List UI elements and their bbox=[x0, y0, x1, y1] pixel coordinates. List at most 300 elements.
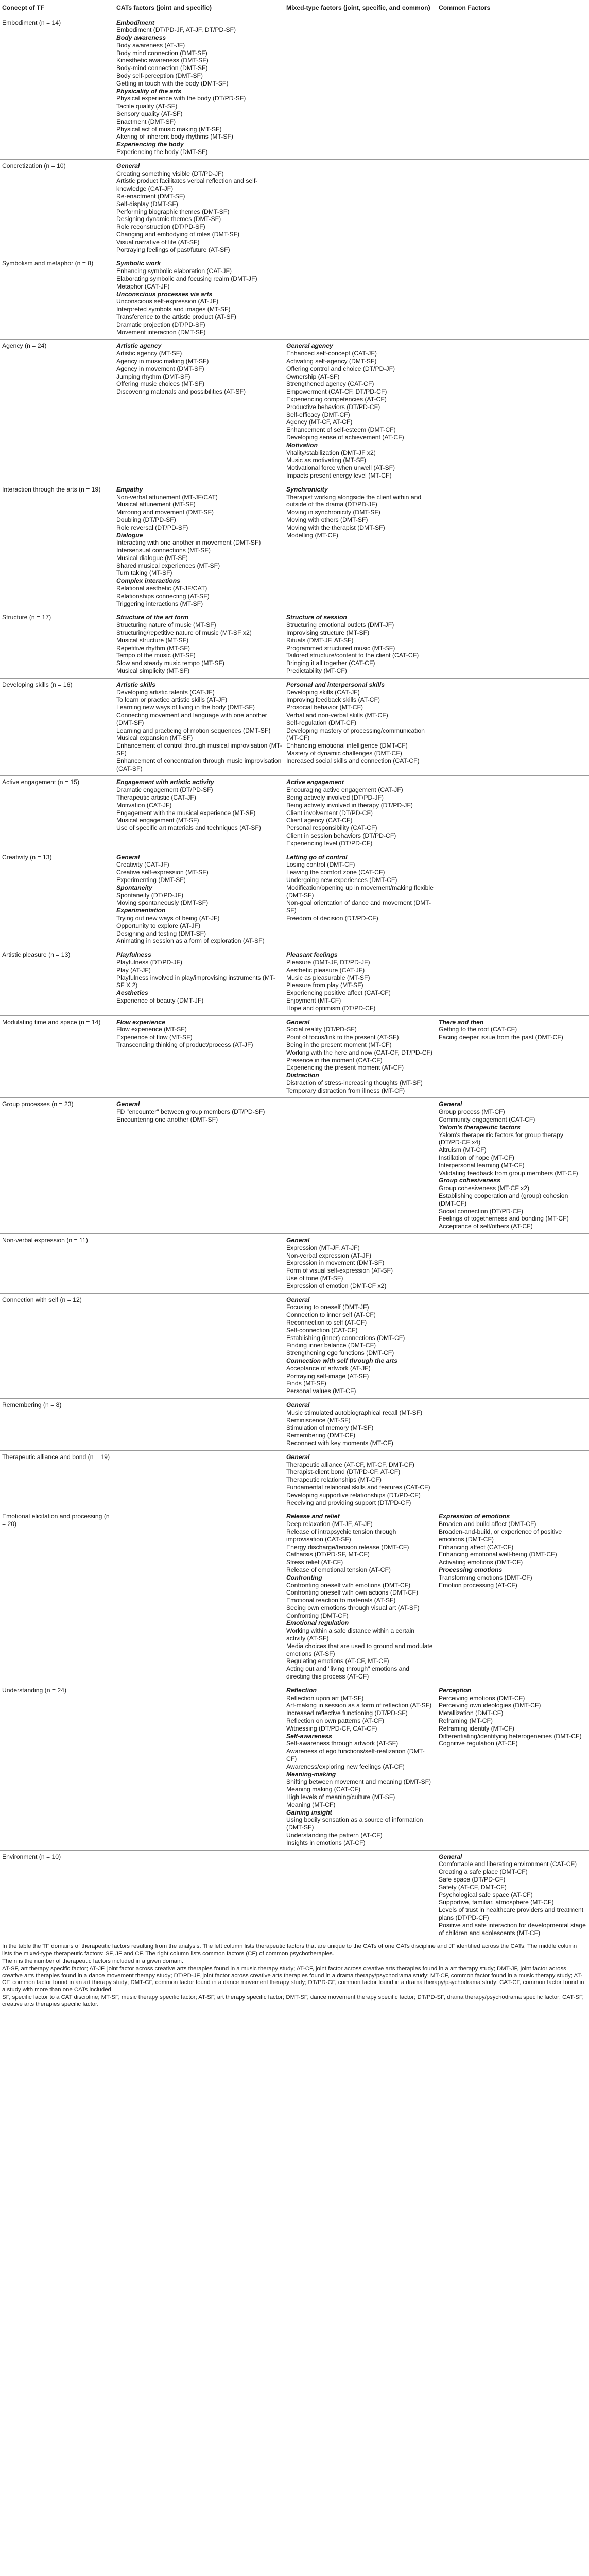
factor-item: Non-verbal expression (AT-JF) bbox=[286, 1251, 372, 1259]
factor-item: Client involvement (DT/PD-CF) bbox=[286, 809, 373, 817]
factor-item: Mastery of dynamic challenges (DMT-CF) bbox=[286, 750, 402, 757]
mixed-cell bbox=[284, 1450, 437, 1510]
factor-item: Reminiscence (MT-SF) bbox=[286, 1416, 351, 1424]
factor-item: Body awareness (AT-JF) bbox=[116, 41, 185, 49]
factor-item: Turn taking (MT-SF) bbox=[116, 569, 172, 577]
factor-item: Therapist working alongside the client within and outside of the drama (DT/PD-JF) bbox=[286, 493, 422, 509]
factor-group-heading: General bbox=[286, 1018, 310, 1026]
factor-item: Therapeutic artistic (CAT-JF) bbox=[116, 794, 196, 801]
table-row bbox=[0, 1098, 589, 1234]
factor-item: Experience of beauty (DMT-JF) bbox=[116, 996, 204, 1004]
cats-cell bbox=[114, 1293, 284, 1398]
factor-group-heading: Experiencing the body bbox=[116, 141, 184, 148]
factor-item: Body-mind connection (DMT-SF) bbox=[116, 64, 208, 72]
factor-item: Fundamental relational skills and features (CAT-CF) bbox=[286, 1483, 430, 1491]
factor-item: Self-regulation (DMT-CF) bbox=[286, 719, 357, 726]
factor-group bbox=[116, 1019, 282, 1049]
concept-cell: Artistic pleasure (n = 13) bbox=[0, 948, 114, 1015]
factor-group bbox=[116, 34, 282, 88]
factor-item: Slow and steady music tempo (MT-SF) bbox=[116, 659, 224, 667]
concept-cell: Developing skills (n = 16) bbox=[0, 678, 114, 776]
factor-item: Empowerment (CAT-CF, DT/PD-CF) bbox=[286, 388, 387, 396]
factor-group-heading: Release and relief bbox=[286, 1513, 340, 1520]
factor-group-heading: Group cohesiveness bbox=[439, 1177, 500, 1184]
factor-item: Finds (MT-SF) bbox=[286, 1380, 326, 1387]
factor-group bbox=[116, 532, 282, 578]
factor-item: Increased social skills and connection (CAT-CF) bbox=[286, 757, 420, 765]
factor-group bbox=[286, 1733, 435, 1771]
factor-item: Pleasure (DMT-JF, DT/PD-JF) bbox=[286, 958, 370, 966]
factor-item: Playfulness involved in play/improvising instruments (MT-SF X 2) bbox=[116, 974, 275, 989]
mixed-cell bbox=[284, 257, 437, 340]
factor-group bbox=[439, 1566, 587, 1589]
factor-item: Stress relief (AT-CF) bbox=[286, 1558, 343, 1566]
factor-item: Reflection upon art (MT-SF) bbox=[286, 1694, 364, 1702]
factor-item: Encountering one another (DMT-SF) bbox=[116, 1116, 218, 1124]
factor-group-heading: Letting go of control bbox=[286, 853, 348, 861]
concept-cell: Emotional elicitation and processing (n = 20) bbox=[0, 1510, 114, 1684]
factor-item: Reconnection to self (AT-CF) bbox=[286, 1319, 367, 1326]
factor-item: Enhancement of concentration through music improvisation (CAT-SF) bbox=[116, 757, 282, 772]
factor-item: Connection to inner self (AT-CF) bbox=[286, 1311, 376, 1319]
factor-item: Perceiving own ideologies (DMT-CF) bbox=[439, 1702, 541, 1709]
factor-item: Getting to the root (CAT-CF) bbox=[439, 1026, 517, 1033]
factor-item: Release of intrapsychic tension through improvisation (CAT-SF) bbox=[286, 1528, 396, 1543]
factor-group-heading: General bbox=[116, 162, 140, 170]
table-row bbox=[0, 611, 589, 678]
cats-cell bbox=[114, 1098, 284, 1234]
mixed-cell bbox=[284, 340, 437, 483]
concept-cell: Symbolism and metaphor (n = 8) bbox=[0, 257, 114, 340]
common-cell bbox=[437, 1684, 589, 1850]
concept-cell: Active engagement (n = 15) bbox=[0, 776, 114, 851]
factor-item: Emotional reaction to materials (AT-SF) bbox=[286, 1597, 396, 1604]
factor-item: Musical attunement (MT-SF) bbox=[116, 501, 196, 509]
factor-item: Doubling (DT/PD-SF) bbox=[116, 516, 176, 523]
factor-item: Safe space (DT/PD-CF) bbox=[439, 1875, 506, 1883]
factor-item: Altering of inherent body rhythms (MT-SF) bbox=[116, 133, 233, 141]
factor-item: Awareness/exploring new feelings (AT-CF) bbox=[286, 1762, 405, 1770]
factor-item: Role reversal (DT/PD-SF) bbox=[116, 523, 188, 531]
factor-item: Shared musical experiences (MT-SF) bbox=[116, 562, 220, 569]
cats-cell bbox=[114, 1015, 284, 1098]
factor-item: Working with the here and now (CAT-CF, DT/PD-CF) bbox=[286, 1048, 432, 1056]
mixed-cell bbox=[284, 483, 437, 611]
factor-group-heading: Reflection bbox=[286, 1686, 317, 1694]
factor-item: Predictability (MT-CF) bbox=[286, 667, 347, 675]
cats-cell bbox=[114, 159, 284, 257]
factor-item: Reconnect with key moments (MT-CF) bbox=[286, 1439, 393, 1447]
column-header: CATs factors (joint and specific) bbox=[114, 0, 284, 16]
factor-group bbox=[439, 1513, 587, 1566]
factor-item: Tailored structure/content to the client (CAT-CF) bbox=[286, 652, 419, 659]
factor-item: Witnessing (DT/PD-CF, CAT-CF) bbox=[286, 1724, 377, 1732]
factor-group bbox=[439, 1124, 587, 1177]
mixed-cell bbox=[284, 851, 437, 948]
factor-item: Offering control and choice (DT/PD-JF) bbox=[286, 365, 395, 372]
common-cell bbox=[437, 678, 589, 776]
mixed-cell bbox=[284, 1293, 437, 1398]
factor-group bbox=[286, 1574, 435, 1620]
mixed-cell bbox=[284, 159, 437, 257]
factor-group-heading: Flow experience bbox=[116, 1018, 165, 1026]
factor-item: Distraction of stress-increasing thoughts (MT-SF) bbox=[286, 1079, 423, 1087]
factor-item: Media choices that are used to ground and modulate emotions (AT-SF) bbox=[286, 1642, 433, 1657]
factor-item: Insights in emotions (AT-CF) bbox=[286, 1839, 366, 1846]
factor-item: Expression (MT-JF, AT-JF) bbox=[286, 1244, 360, 1251]
cats-cell bbox=[114, 948, 284, 1015]
factor-item: Agency in music making (MT-SF) bbox=[116, 357, 209, 365]
factor-item: Art-making in session as a form of reflection (AT-SF) bbox=[286, 1702, 432, 1709]
factor-group-heading: Artistic agency bbox=[116, 342, 162, 350]
table-row bbox=[0, 1450, 589, 1510]
mixed-cell bbox=[284, 948, 437, 1015]
factor-item: Offering music choices (MT-SF) bbox=[116, 380, 205, 388]
factor-group-heading: Meaning-making bbox=[286, 1770, 336, 1778]
factor-item: Bringing it all together (CAT-CF) bbox=[286, 659, 375, 667]
factor-item: Enhancing emotional well-being (DMT-CF) bbox=[439, 1551, 557, 1558]
factor-group-heading: Gaining insight bbox=[286, 1808, 332, 1816]
factor-item: Structuring emotional outlets (DMT-JF) bbox=[286, 621, 394, 629]
factor-item: Using bodily sensation as a source of information (DMT-SF) bbox=[286, 1816, 423, 1832]
factor-group bbox=[286, 1236, 435, 1290]
factor-item: Music as pleasurable (MT-SF) bbox=[286, 974, 370, 981]
factor-item: Release of emotional tension (AT-CF) bbox=[286, 1566, 391, 1573]
factor-item: Modification/opening up in movement/making flexible (DMT-SF) bbox=[286, 884, 434, 899]
factor-item: Body mind connection (DMT-SF) bbox=[116, 49, 207, 57]
factor-item: Meaning (MT-CF) bbox=[286, 1801, 336, 1808]
factor-item: Yalom's therapeutic factors for group therapy (DT/PD-CF x4) bbox=[439, 1131, 563, 1146]
factor-item: Finding inner balance (DMT-CF) bbox=[286, 1342, 376, 1349]
factor-item: Transforming emotions (DMT-CF) bbox=[439, 1573, 532, 1581]
factor-group bbox=[286, 442, 435, 480]
column-header: Concept of TF bbox=[0, 0, 114, 16]
factor-item: Expression of emotion (DMT-CF x2) bbox=[286, 1282, 387, 1290]
table-row bbox=[0, 948, 589, 1015]
footnote-paragraph: The n is the number of therapeutic factors included in a given domain. bbox=[2, 1958, 184, 1964]
common-cell bbox=[437, 1098, 589, 1234]
factor-item: Creativity (CAT-JF) bbox=[116, 861, 169, 869]
factor-item: Form of visual self-expression (AT-SF) bbox=[286, 1267, 393, 1275]
factor-group bbox=[286, 1296, 435, 1357]
common-cell bbox=[437, 1015, 589, 1098]
factor-item: Awareness of ego functions/self-realization (DMT-CF) bbox=[286, 1748, 425, 1763]
factor-item: Acceptance of artwork (AT-JF) bbox=[286, 1364, 371, 1372]
factor-item: Reframing (MT-CF) bbox=[439, 1717, 493, 1725]
factor-item: Self-connection (CAT-CF) bbox=[286, 1326, 358, 1334]
factor-item: Physical act of music making (MT-SF) bbox=[116, 125, 222, 133]
factor-item: Therapeutic relationships (MT-CF) bbox=[286, 1476, 382, 1484]
factor-item: Personal values (MT-CF) bbox=[286, 1387, 356, 1395]
factor-item: FD "encounter" between group members (DT/PD-SF) bbox=[116, 1108, 265, 1116]
concept-cell: Creativity (n = 13) bbox=[0, 851, 114, 948]
common-cell bbox=[437, 257, 589, 340]
footnote-paragraph: AT-SF, art therapy specific factor; AT-JF, joint factor across creative arts therapies found in a music therapy study; AT-CF, joint factor across creative arts therapies found in a art therapy study; DMT-JF, joint factor across creative arts therapies found in a dance movement therapy study; DT/PD-JF, joint factor across creative arts therapies found in a drama therapy/psychodrama study; MT-CF, common factor found in a music therapy study; AT-CF, common factor found in an art therapy study; DMT-CF, common factor found in a dance movement therapy study; DT/PD-CF, common factor found in a drama therapy/psychodrama study; CAT-CF, common factor found in a study with more than one CATs included. bbox=[2, 1965, 584, 1993]
concept-cell: Concretization (n = 10) bbox=[0, 159, 114, 257]
factor-item: Productive behaviors (DT/PD-CF) bbox=[286, 403, 380, 411]
concept-cell: Remembering (n = 8) bbox=[0, 1398, 114, 1450]
factor-item: Flow experience (MT-SF) bbox=[116, 1026, 187, 1033]
factor-group bbox=[286, 681, 435, 765]
factor-item: Experiencing the present moment (AT-CF) bbox=[286, 1064, 404, 1072]
factor-group bbox=[286, 614, 435, 674]
factor-item: Seeing own emotions through visual art (AT-SF) bbox=[286, 1604, 420, 1612]
factor-item: Positive and safe interaction for developmental stage of children and adolescents (MT-CF) bbox=[439, 1921, 586, 1937]
factor-group-heading: Synchronicity bbox=[286, 485, 328, 493]
factor-item: Musical structure (MT-SF) bbox=[116, 636, 189, 644]
factor-item: Experimenting (DMT-SF) bbox=[116, 876, 186, 884]
factor-group bbox=[116, 486, 282, 532]
table-row bbox=[0, 483, 589, 611]
factor-item: Being actively involved in therapy (DT/PD-JF) bbox=[286, 801, 413, 809]
factor-item: Aesthetic pleasure (CAT-JF) bbox=[286, 966, 365, 974]
factor-item: Trying out new ways of being (AT-JF) bbox=[116, 914, 220, 922]
factor-group bbox=[116, 141, 282, 156]
factor-item: Personal responsibility (CAT-CF) bbox=[286, 824, 377, 832]
common-cell bbox=[437, 948, 589, 1015]
factor-item: Self-awareness through artwork (AT-SF) bbox=[286, 1740, 399, 1748]
factor-item: Musical engagement (MT-SF) bbox=[116, 817, 199, 824]
factor-item: Sensory quality (AT-SF) bbox=[116, 110, 183, 118]
mixed-cell bbox=[284, 1015, 437, 1098]
factor-group bbox=[116, 681, 282, 773]
factor-item: Non-verbal attunement (MT-JF/CAT) bbox=[116, 493, 218, 501]
factor-item: Designing and testing (DMT-SF) bbox=[116, 929, 206, 937]
common-cell bbox=[437, 851, 589, 948]
factor-item: Moving with the therapist (DMT-SF) bbox=[286, 523, 385, 531]
factor-group bbox=[116, 989, 282, 1005]
factor-item: Play (AT-JF) bbox=[116, 966, 151, 974]
factor-item: Social connection (DT/PD-CF) bbox=[439, 1207, 523, 1215]
factor-item: Feelings of togetherness and bonding (MT-CF) bbox=[439, 1215, 569, 1223]
factor-group bbox=[286, 342, 435, 441]
table-row bbox=[0, 257, 589, 340]
factor-group bbox=[116, 19, 282, 35]
factor-group bbox=[286, 1401, 435, 1447]
factor-item: Being actively involved (DT/PD-JF) bbox=[286, 794, 384, 801]
factor-item: Losing control (DMT-CF) bbox=[286, 861, 355, 869]
factor-group-heading: Self-awareness bbox=[286, 1732, 332, 1740]
factor-group bbox=[286, 951, 435, 1012]
factor-item: Enhancement of control through musical improvisation (MT-SF) bbox=[116, 742, 282, 757]
factor-item: Role reconstruction (DT/PD-SF) bbox=[116, 223, 205, 231]
factor-item: Interpersonal learning (MT-CF) bbox=[439, 1161, 525, 1169]
footnote-paragraph: SF, specific factor to a CAT discipline; MT-SF, music therapy specific factor; AT-SF, art therapy specific factor; DMT-SF, dance movement therapy specific factor; DT/PD-SF, drama therapy/psychodrama specific factor; CAT-SF, creative arts therapies specific factor. bbox=[2, 1994, 584, 2008]
factor-item: Musical simplicity (MT-SF) bbox=[116, 667, 190, 675]
factor-group bbox=[116, 577, 282, 607]
factor-item: Musical expansion (MT-SF) bbox=[116, 734, 193, 742]
factor-item: Differentiating/identifying heterogeneities (DMT-CF) bbox=[439, 1732, 582, 1740]
factor-item: Unconscious self-expression (AT-JF) bbox=[116, 298, 219, 306]
factor-item: Developing supportive relationships (DT/PD-CF) bbox=[286, 1491, 421, 1499]
factor-group-heading: Artistic skills bbox=[116, 681, 155, 688]
factor-item: Acceptance of self/others (AT-CF) bbox=[439, 1223, 533, 1230]
mixed-cell bbox=[284, 1398, 437, 1450]
factor-group-heading: General bbox=[286, 1453, 310, 1461]
factor-item: Community engagement (CAT-CF) bbox=[439, 1116, 535, 1124]
factor-item: Portraying self-image (AT-SF) bbox=[286, 1372, 369, 1380]
factor-group-heading: Processing emotions bbox=[439, 1566, 503, 1573]
column-header: Common Factors bbox=[437, 0, 589, 16]
concept-cell: Structure (n = 17) bbox=[0, 611, 114, 678]
factor-group bbox=[116, 951, 282, 989]
factor-item: Freedom of decision (DT/PD-CF) bbox=[286, 914, 378, 922]
factor-item: Engagement with the musical experience (MT-SF) bbox=[116, 809, 256, 817]
factor-item: Increased reflective functioning (DT/PD-SF) bbox=[286, 1709, 408, 1717]
factor-item: Portraying feelings of past/future (AT-SF) bbox=[116, 246, 230, 253]
factor-group bbox=[116, 614, 282, 674]
factor-item: Enactment (DMT-SF) bbox=[116, 117, 176, 125]
mixed-cell bbox=[284, 16, 437, 159]
cats-cell bbox=[114, 1510, 284, 1684]
factor-item: Developing mastery of processing/communication (MT-CF) bbox=[286, 726, 425, 742]
factor-item: Experiencing level (DT/PD-CF) bbox=[286, 839, 373, 847]
factor-item: Catharsis (DT/PD-SF, MT-CF) bbox=[286, 1551, 370, 1558]
factor-item: Confronting oneself with emotions (DMT-CF) bbox=[286, 1581, 411, 1589]
factor-item: High levels of meaning/culture (MT-SF) bbox=[286, 1793, 395, 1801]
factor-group-heading: Body awareness bbox=[116, 34, 166, 42]
factor-item: Reflection on own patterns (AT-CF) bbox=[286, 1717, 385, 1725]
factor-item: Enhancing symbolic elaboration (CAT-JF) bbox=[116, 267, 232, 275]
factor-item: Music as motivating (MT-SF) bbox=[286, 456, 367, 464]
factor-group bbox=[439, 1687, 587, 1748]
common-cell bbox=[437, 16, 589, 159]
factor-item: Levels of trust in healthcare providers and treatment plans (DT/PD-CF) bbox=[439, 1906, 584, 1921]
factor-item: Music stimulated autobiographical recall (MT-SF) bbox=[286, 1409, 423, 1416]
factor-item: Learning new ways of living in the body (DMT-SF) bbox=[116, 704, 255, 711]
cats-cell bbox=[114, 483, 284, 611]
factor-item: Developing sense of achievement (AT-CF) bbox=[286, 433, 404, 441]
factor-item: Musical dialogue (MT-SF) bbox=[116, 554, 188, 562]
factor-item: Enhancement of self-esteem (DMT-CF) bbox=[286, 426, 396, 434]
factor-item: Tempo of the music (MT-SF) bbox=[116, 652, 196, 659]
factor-item: Physical experience with the body (DT/PD-SF) bbox=[116, 95, 246, 103]
factor-group bbox=[116, 342, 282, 396]
factor-item: Experience of flow (MT-SF) bbox=[116, 1033, 193, 1041]
factor-item: Enhancing affect (CAT-CF) bbox=[439, 1543, 514, 1551]
factor-item: Confronting (DMT-CF) bbox=[286, 1612, 349, 1619]
factor-group-heading: Motivation bbox=[286, 441, 318, 449]
factor-item: Developing skills (CAT-JF) bbox=[286, 688, 360, 696]
table-header-row bbox=[0, 0, 589, 16]
factor-item: Mirroring and movement (DMT-SF) bbox=[116, 509, 214, 516]
factor-item: Working within a safe distance within a certain activity (AT-SF) bbox=[286, 1627, 415, 1642]
factor-group-heading: Structure of session bbox=[286, 614, 347, 621]
factor-item: Creating something visible (DT/PD-JF) bbox=[116, 170, 224, 177]
common-cell bbox=[437, 159, 589, 257]
factor-group-heading: General bbox=[439, 1853, 462, 1860]
factor-item: Agency (MT-CF, AT-CF) bbox=[286, 418, 353, 426]
concept-cell: Group processes (n = 23) bbox=[0, 1098, 114, 1234]
factor-item: Non-goal orientation of dance and movement (DMT-SF) bbox=[286, 899, 431, 914]
factor-item: Experiencing positive affect (CAT-CF) bbox=[286, 989, 391, 997]
factor-group bbox=[116, 907, 282, 945]
factor-item: Being in the present moment (MT-CF) bbox=[286, 1041, 392, 1048]
factor-group-heading: Dialogue bbox=[116, 531, 143, 539]
factor-item: Meaning making (CAT-CF) bbox=[286, 1786, 361, 1793]
factor-item: Leaving the comfort zone (CAT-CF) bbox=[286, 869, 385, 876]
factor-group-heading: Emotional regulation bbox=[286, 1619, 349, 1627]
common-cell bbox=[437, 1234, 589, 1294]
factor-item: Re-enactment (DMT-SF) bbox=[116, 193, 185, 200]
common-cell bbox=[437, 1510, 589, 1684]
factor-group-heading: There and then bbox=[439, 1018, 484, 1026]
column-header: Mixed-type factors (joint, specific, and common) bbox=[284, 0, 437, 16]
common-cell bbox=[437, 483, 589, 611]
factor-item: Kinesthetic awareness (DMT-SF) bbox=[116, 57, 209, 64]
factor-item: Animating in session as a form of exploration (AT-SF) bbox=[116, 937, 265, 945]
concept-cell: Connection with self (n = 12) bbox=[0, 1293, 114, 1398]
footnote-paragraph: In the table the TF domains of therapeutic factors resulting from the analysis. The left column lists therapeutic factors that are unique to the CATs of one CATs discipline and JF identified across the CATs. The middle column lists the mixed-type therapeutic factors: SF, JF and CF. The right column lists common factors (CF) of common psychotherapies. bbox=[2, 1943, 577, 1957]
table-row bbox=[0, 159, 589, 257]
table-row bbox=[0, 1510, 589, 1684]
factor-item: Triggering interactions (MT-SF) bbox=[116, 600, 203, 607]
factor-group-heading: Physicality of the arts bbox=[116, 87, 181, 95]
factor-group-heading: General agency bbox=[286, 342, 333, 350]
factor-item: Artistic agency (MT-SF) bbox=[116, 350, 182, 358]
table-row bbox=[0, 1015, 589, 1098]
factor-item: Use of tone (MT-SF) bbox=[286, 1275, 343, 1282]
factor-group bbox=[286, 1453, 435, 1507]
mixed-cell bbox=[284, 678, 437, 776]
factor-group-heading: Expression of emotions bbox=[439, 1513, 510, 1520]
factor-group-heading: Perception bbox=[439, 1686, 471, 1694]
factor-item: Tactile quality (AT-SF) bbox=[116, 103, 178, 110]
factor-group-heading: General bbox=[286, 1236, 310, 1244]
factor-group bbox=[286, 486, 435, 539]
cats-cell bbox=[114, 257, 284, 340]
factor-item: Safety (AT-CF, DMT-CF) bbox=[439, 1883, 507, 1891]
mixed-cell bbox=[284, 1684, 437, 1850]
factor-group-heading: Yalom's therapeutic factors bbox=[439, 1123, 521, 1131]
factor-group-heading: Active engagement bbox=[286, 778, 344, 786]
factor-item: Moving spontaneously (DMT-SF) bbox=[116, 899, 209, 907]
factor-item: Experiencing competencies (AT-CF) bbox=[286, 395, 387, 403]
cats-cell bbox=[114, 340, 284, 483]
factor-item: Instillation of hope (MT-CF) bbox=[439, 1154, 514, 1162]
cats-cell bbox=[114, 16, 284, 159]
factor-group-heading: General bbox=[286, 1401, 310, 1409]
factor-item: Elaborating symbolic and focusing realm (DMT-JF) bbox=[116, 275, 257, 282]
factor-item: Developing artistic talents (CAT-JF) bbox=[116, 688, 215, 696]
factor-group bbox=[286, 1687, 435, 1733]
factor-item: To learn or practice artistic skills (AT-JF) bbox=[116, 696, 228, 704]
cats-cell bbox=[114, 1398, 284, 1450]
concept-cell: Understanding (n = 24) bbox=[0, 1684, 114, 1850]
factor-item: Experiencing the body (DMT-SF) bbox=[116, 148, 208, 156]
table-body bbox=[0, 16, 589, 1940]
factor-group-heading: Engagement with artistic activity bbox=[116, 778, 214, 786]
factor-item: Strengthened agency (CAT-CF) bbox=[286, 380, 374, 388]
factor-item: Learning and practicing of motion sequences (DMT-SF) bbox=[116, 726, 271, 734]
cats-cell bbox=[114, 678, 284, 776]
cats-cell bbox=[114, 611, 284, 678]
table-row bbox=[0, 1398, 589, 1450]
factor-item: Client in session behaviors (DT/PD-CF) bbox=[286, 832, 396, 839]
factor-item: Undergoing new experiences (DMT-CF) bbox=[286, 876, 397, 884]
factor-group-heading: Symbolic work bbox=[116, 260, 161, 267]
factor-group bbox=[116, 1100, 282, 1123]
factor-item: Receiving and providing support (DT/PD-CF) bbox=[286, 1499, 411, 1506]
factor-item: Moving in synchronicity (DMT-SF) bbox=[286, 509, 380, 516]
mixed-cell bbox=[284, 1234, 437, 1294]
concept-cell: Environment (n = 10) bbox=[0, 1850, 114, 1940]
factor-item: Enjoyment (MT-CF) bbox=[286, 996, 341, 1004]
factor-item: Motivation (CAT-JF) bbox=[116, 801, 172, 809]
factor-item: Programmed structured music (MT-SF) bbox=[286, 644, 395, 652]
factor-item: Point of focus/link to the present (AT-SF) bbox=[286, 1033, 399, 1041]
factor-item: Embodiment (DT/PD-JF, AT-JF, DT/PD-SF) bbox=[116, 26, 236, 34]
